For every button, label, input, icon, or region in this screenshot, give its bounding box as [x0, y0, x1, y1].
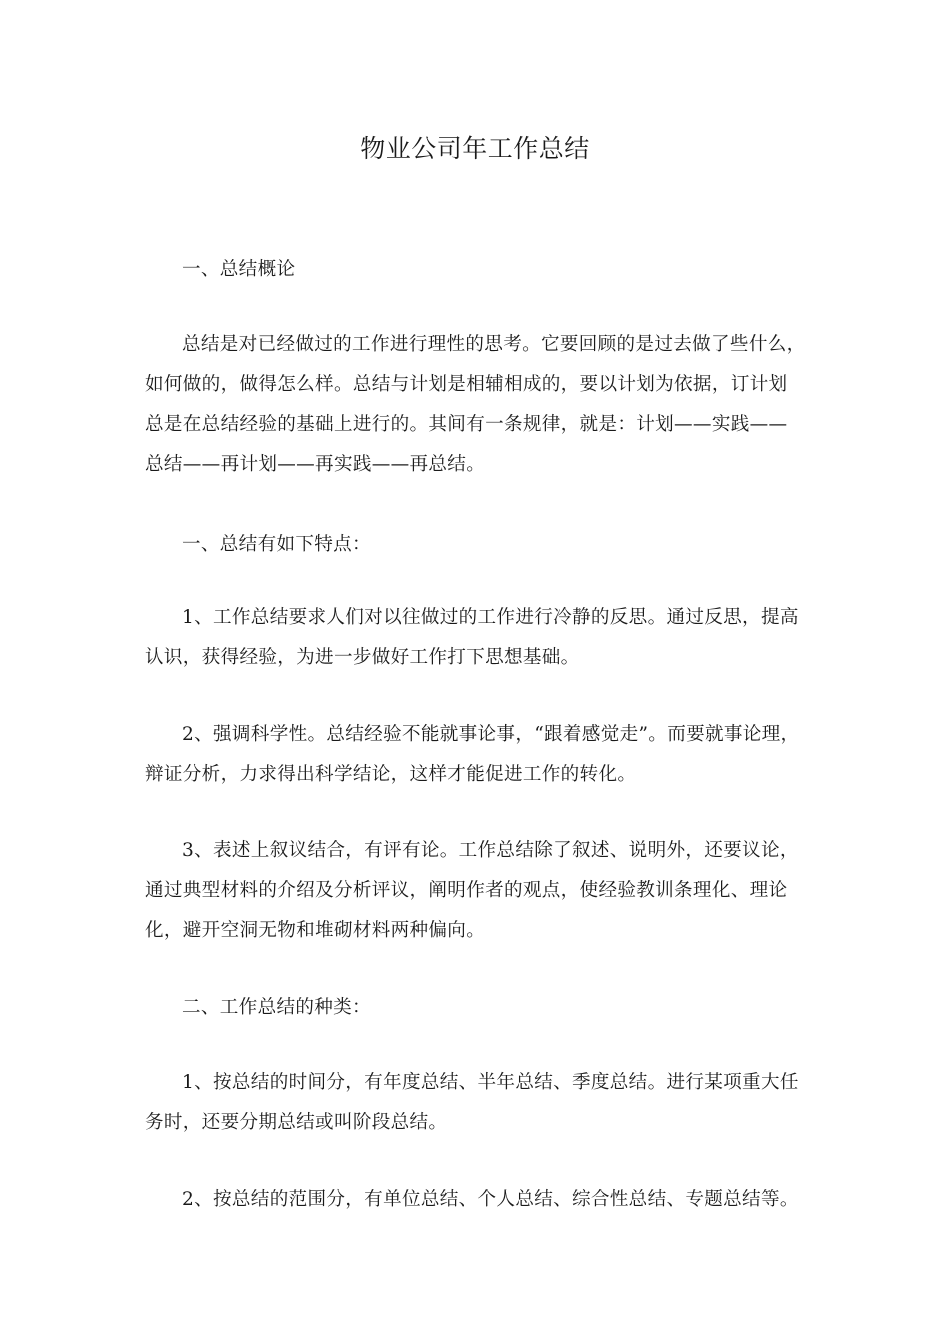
text-line: 总是在总结经验的基础上进行的。其间有一条规律，就是：计划——实践—— [145, 414, 788, 435]
paragraph-overview [145, 325, 810, 485]
text-line: 一、总结有如下特点： [182, 534, 371, 555]
text-line: 一、总结概论 [182, 259, 296, 280]
document-title: 物业公司年工作总结 [360, 134, 590, 163]
text-line: 1、工作总结要求人们对以往做过的工作进行冷静的反思。通过反思，提高 [182, 607, 799, 628]
paragraph-feature-2 [145, 715, 810, 795]
text-line: 辩证分析，力求得出科学结论，这样才能促进工作的转化。 [145, 764, 637, 785]
text-line: 3、表述上叙议结合，有评有论。工作总结除了叙述、说明外，还要议论， [182, 840, 799, 861]
text-line: 务时，还要分期总结或叫阶段总结。 [145, 1112, 448, 1133]
heading-overview [145, 250, 810, 290]
text-line: 如何做的，做得怎么样。总结与计划是相辅相成的，要以计划为依据，订计划 [145, 374, 788, 395]
text-line: 1、按总结的时间分，有年度总结、半年总结、季度总结。进行某项重大任 [182, 1072, 799, 1093]
text-line: 化，避开空洞无物和堆砌材料两种偏向。 [145, 920, 486, 941]
paragraph-type-1 [145, 1063, 810, 1143]
text-line: 2、强调科学性。总结经验不能就事论事，“跟着感觉走”。而要就事论理， [182, 724, 800, 745]
paragraph-feature-1 [145, 598, 810, 678]
text-line: 2、按总结的范围分，有单位总结、个人总结、综合性总结、专题总结等。 [182, 1189, 799, 1210]
text-line: 认识，获得经验，为进一步做好工作打下思想基础。 [145, 647, 580, 668]
text-line: 二、工作总结的种类： [182, 997, 371, 1018]
text-line: 总结——再计划——再实践——再总结。 [145, 454, 486, 475]
text-line: 通过典型材料的介绍及分析评议，阐明作者的观点，使经验教训条理化、理论 [145, 880, 788, 901]
text-line: 总结是对已经做过的工作进行理性的思考。它要回顾的是过去做了些什么， [182, 334, 806, 355]
paragraph-type-2 [145, 1180, 810, 1220]
paragraph-feature-3 [145, 831, 810, 951]
heading-features [145, 525, 810, 565]
heading-types [145, 988, 810, 1028]
